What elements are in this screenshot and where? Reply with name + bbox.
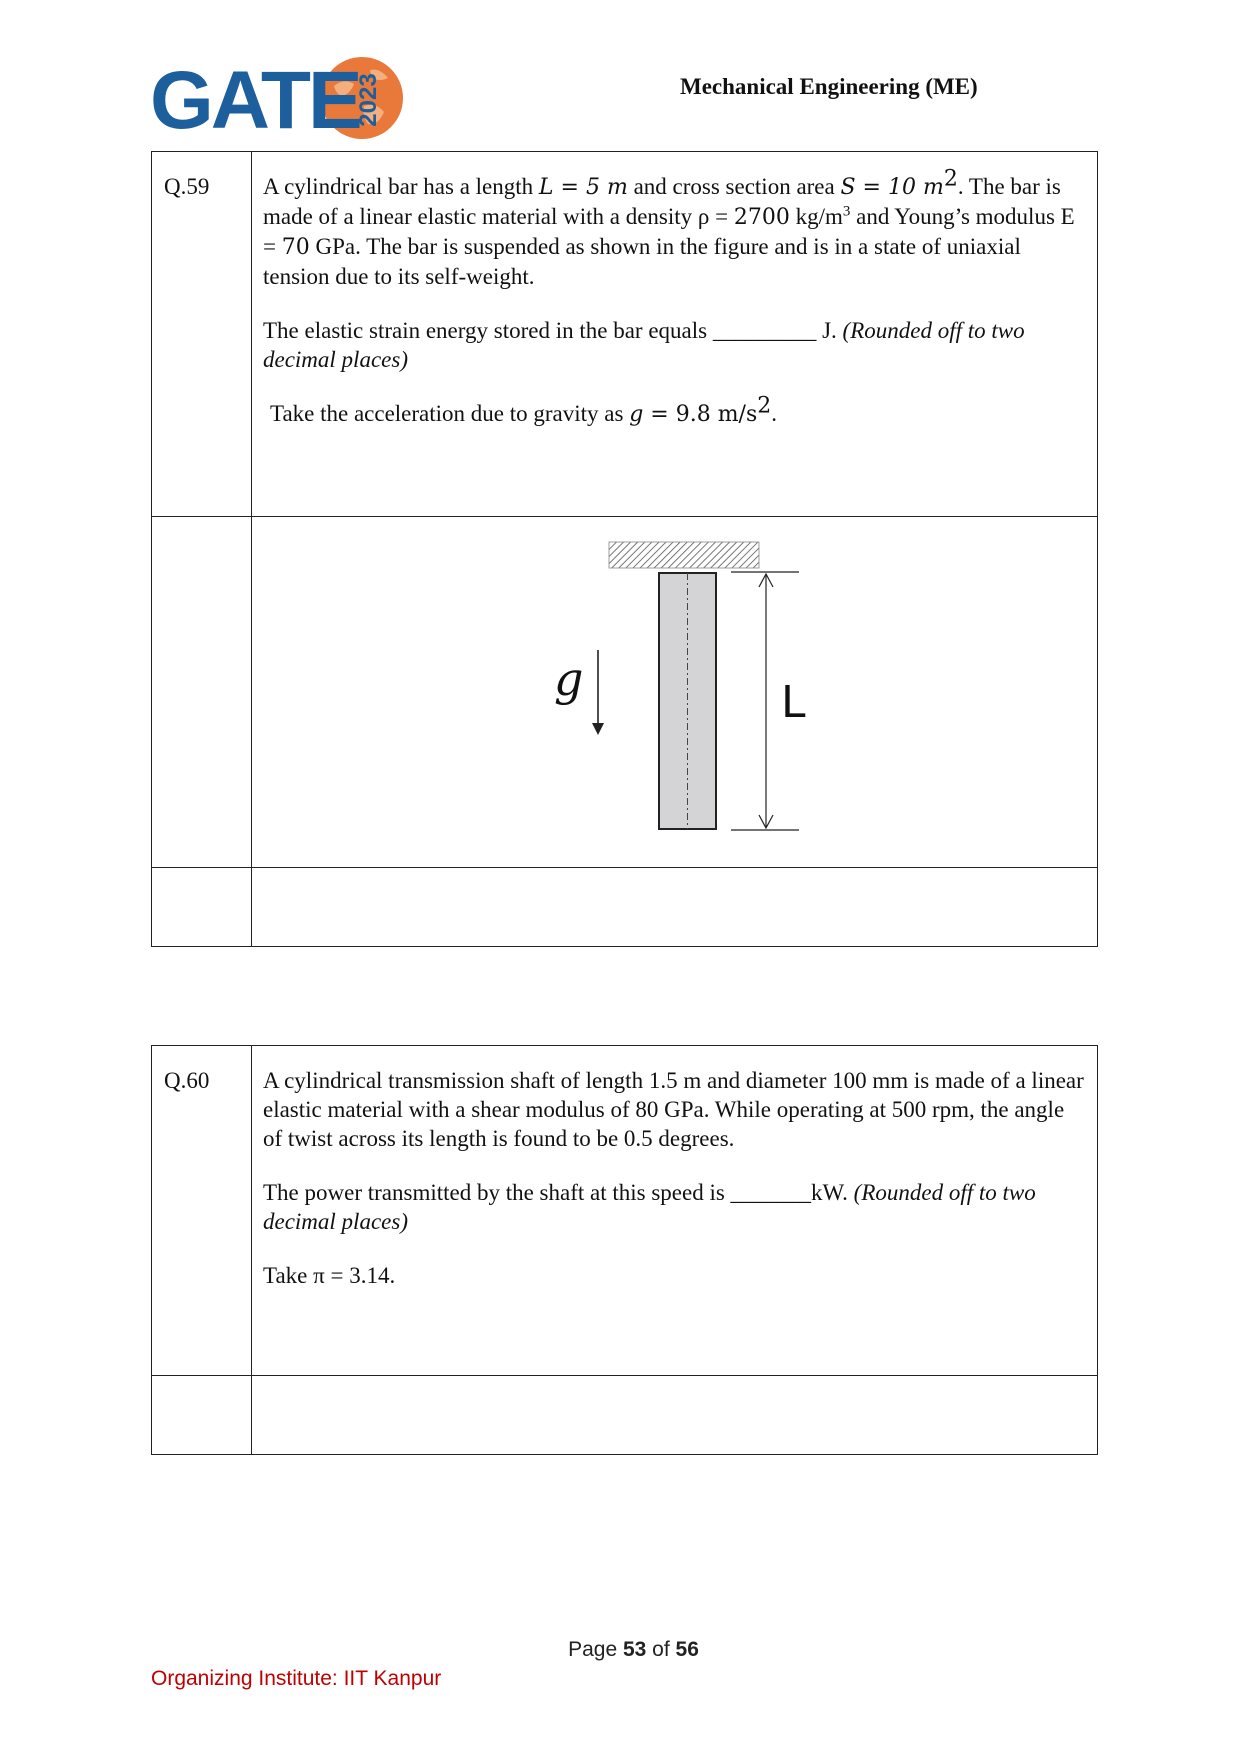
question-59-table — [151, 151, 1098, 947]
gate-logo — [150, 56, 390, 146]
answer-prompt: The power transmitted by the shaft at this speed is _______kW. (Rounded off to two decimal places) — [263, 1180, 1036, 1234]
length-label: L — [781, 677, 806, 728]
question-number: Q.60 — [152, 1046, 252, 1376]
fixed-support — [609, 542, 759, 568]
empty-cell — [252, 868, 1098, 947]
suspended-bar-figure — [252, 517, 1110, 867]
gravity-arrowhead — [592, 723, 604, 735]
empty-cell — [252, 1376, 1098, 1455]
question-paragraph: A cylindrical bar has a length L = 5 m and cross section area S = 10 $m^2$. The bar is made of a linear elastic material with a density ρ = 2700 $kg/m^3$ and Young’s modulus E = 70 GPa. The bar is suspended as shown in the figure and is in a state of uniaxial tension due to its self-weight. — [263, 166, 1075, 289]
area-value: S = 10 m — [840, 175, 944, 200]
question-text — [252, 152, 1098, 517]
question-paragraph: A cylindrical transmission shaft of length 1.5 m and diameter 100 mm is made of a linear elastic material with a shear modulus of 80 GPa. While operating at 500 rpm, the angle of twist across its length is found to be 0.5 degrees. — [263, 1068, 1084, 1151]
modulus-value: 70 — [281, 235, 310, 260]
length-value: L = 5 m — [538, 175, 628, 200]
organizing-institute: Organizing Institute: IIT Kanpur — [151, 1667, 442, 1690]
question-text — [252, 1046, 1098, 1376]
figure-cell — [252, 517, 1098, 868]
paper-subject: Mechanical Engineering (ME) — [680, 74, 978, 99]
pi-note: Take π = 3.14. — [263, 1263, 396, 1288]
cylindrical-bar — [659, 573, 716, 829]
question-60-table — [151, 1045, 1098, 1455]
empty-cell — [152, 1376, 252, 1455]
gravity-note: Take the acceleration due to gravity as g = 9.8 $m/s^2$. — [270, 393, 778, 427]
rounding-note: (Rounded off to two decimal places) — [263, 1180, 1036, 1234]
page-number: Page 53 of 56 — [568, 1638, 699, 1661]
empty-cell — [152, 517, 252, 868]
question-number: Q.59 — [152, 152, 252, 517]
density-value: 2700 — [733, 205, 790, 230]
logo-year: 2023 — [355, 73, 382, 127]
empty-cell — [152, 868, 252, 947]
gravity-label: g — [554, 652, 584, 706]
answer-prompt: The elastic strain energy stored in the bar equals _________ J. (Rounded off to two decimal places) — [263, 318, 1025, 372]
logo-word: GATE — [150, 55, 360, 146]
rounding-note: (Rounded off to two decimal places) — [263, 318, 1025, 372]
